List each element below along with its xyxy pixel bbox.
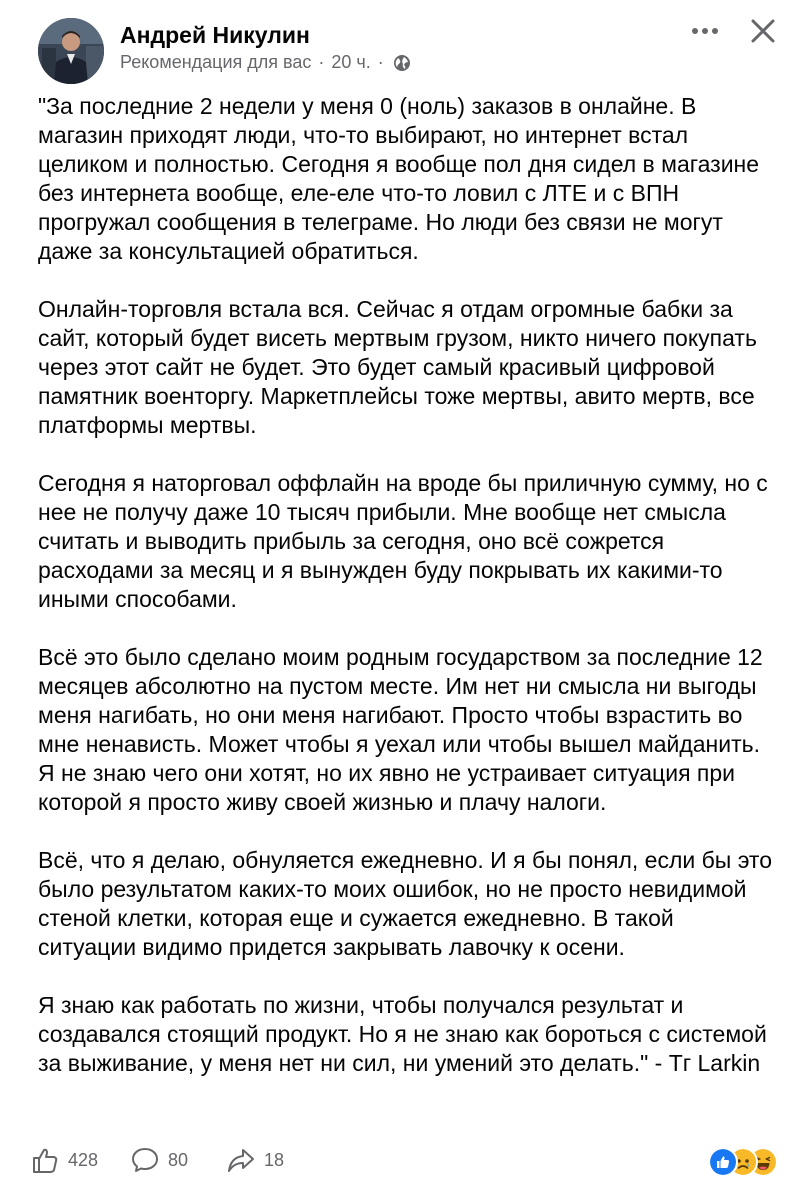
like-reaction-icon bbox=[708, 1147, 738, 1177]
comment-button[interactable] bbox=[130, 1140, 188, 1180]
post-actions bbox=[30, 1140, 790, 1180]
post-paragraph: Всё, что я делаю, обнуляется ежедневно. И я бы понял, если бы это было результатом каких-то моих ошибок, но не просто невидимой стеной клетки, которая еще и сужается ежедневно. В такой ситуации видимо придется закрывать лавочку к осени. bbox=[38, 847, 772, 960]
comment-icon bbox=[130, 1145, 160, 1175]
post-header bbox=[0, 0, 803, 92]
post-paragraph: Онлайн-торговля встала вся. Сейчас я отдам огромные бабки за сайт, который будет висеть мертвым грузом, никто ничего покупать через этот сайт не будет. Это будет самый красивый цифровой памятник военторгу. Маркетплейсы тоже мертвы, авито мертв, все платформы мертвы. bbox=[38, 296, 757, 438]
avatar[interactable] bbox=[38, 18, 104, 84]
post-time[interactable]: 20 ч. bbox=[331, 52, 371, 72]
reactions-summary[interactable] bbox=[678, 1143, 788, 1177]
post-meta bbox=[120, 52, 411, 73]
close-icon[interactable] bbox=[748, 16, 778, 46]
bottom-divider bbox=[0, 1193, 803, 1200]
more-icon[interactable] bbox=[688, 18, 722, 44]
post-paragraph: Я знаю как работать по жизни, чтобы получался результат и создавался стоящий продукт. Но я не знаю как бороться с системой за выживание, у меня нет ни сил, ни умений это делать." - Тг Larkin bbox=[38, 992, 767, 1076]
post-paragraph: Сегодня я наторговал оффлайн на вроде бы приличную сумму, но с нее не получу даже 10 тысяч прибыли. Мне вообще нет смысла считать и выводить прибыль за сегодня, оно всё сожрется расходами за месяц и я вынужден буду покрывать их какими-то иными способами. bbox=[38, 470, 768, 612]
like-count: 428 bbox=[68, 1149, 99, 1170]
share-button[interactable] bbox=[226, 1140, 284, 1180]
share-icon bbox=[226, 1145, 256, 1175]
meta-separator-2: · bbox=[377, 52, 384, 72]
avatar-image bbox=[38, 18, 104, 84]
share-count: 18 bbox=[264, 1149, 285, 1170]
post-paragraph: Всё это было сделано моим родным государством за последние 12 месяцев абсолютно на пустом месте. Им нет ни смысла ни выгоды меня нагибать, но они меня нагибают. Просто чтобы взрастить во мне ненависть. Может чтобы я уехал или чтобы вышел майданить. Я не знаю чего они хотят, но их явно не устраивает ситуация при которой я просто живу своей жизнью и плачу налоги. bbox=[38, 644, 763, 815]
globe-icon bbox=[393, 54, 411, 72]
comment-count: 80 bbox=[168, 1149, 189, 1170]
recommendation-label: Рекомендация для вас bbox=[120, 52, 312, 72]
meta-separator: · bbox=[318, 52, 325, 72]
like-button[interactable] bbox=[30, 1140, 98, 1180]
post-paragraph: "За последние 2 недели у меня 0 (ноль) заказов в онлайне. В магазин приходят люди, что-то выбирают, но интернет встал целиком и полностью. Сегодня я вообще пол дня сидел в магазине без интернета вообще, еле-еле что-то ловил с ЛТЕ и с ВПН прогружал сообщения в телеграме. Но люди без связи не могут даже за консультацией обратиться. bbox=[38, 93, 760, 264]
like-icon bbox=[30, 1145, 60, 1175]
post-text bbox=[38, 92, 778, 1107]
author-name[interactable]: Андрей Никулин bbox=[120, 22, 310, 48]
